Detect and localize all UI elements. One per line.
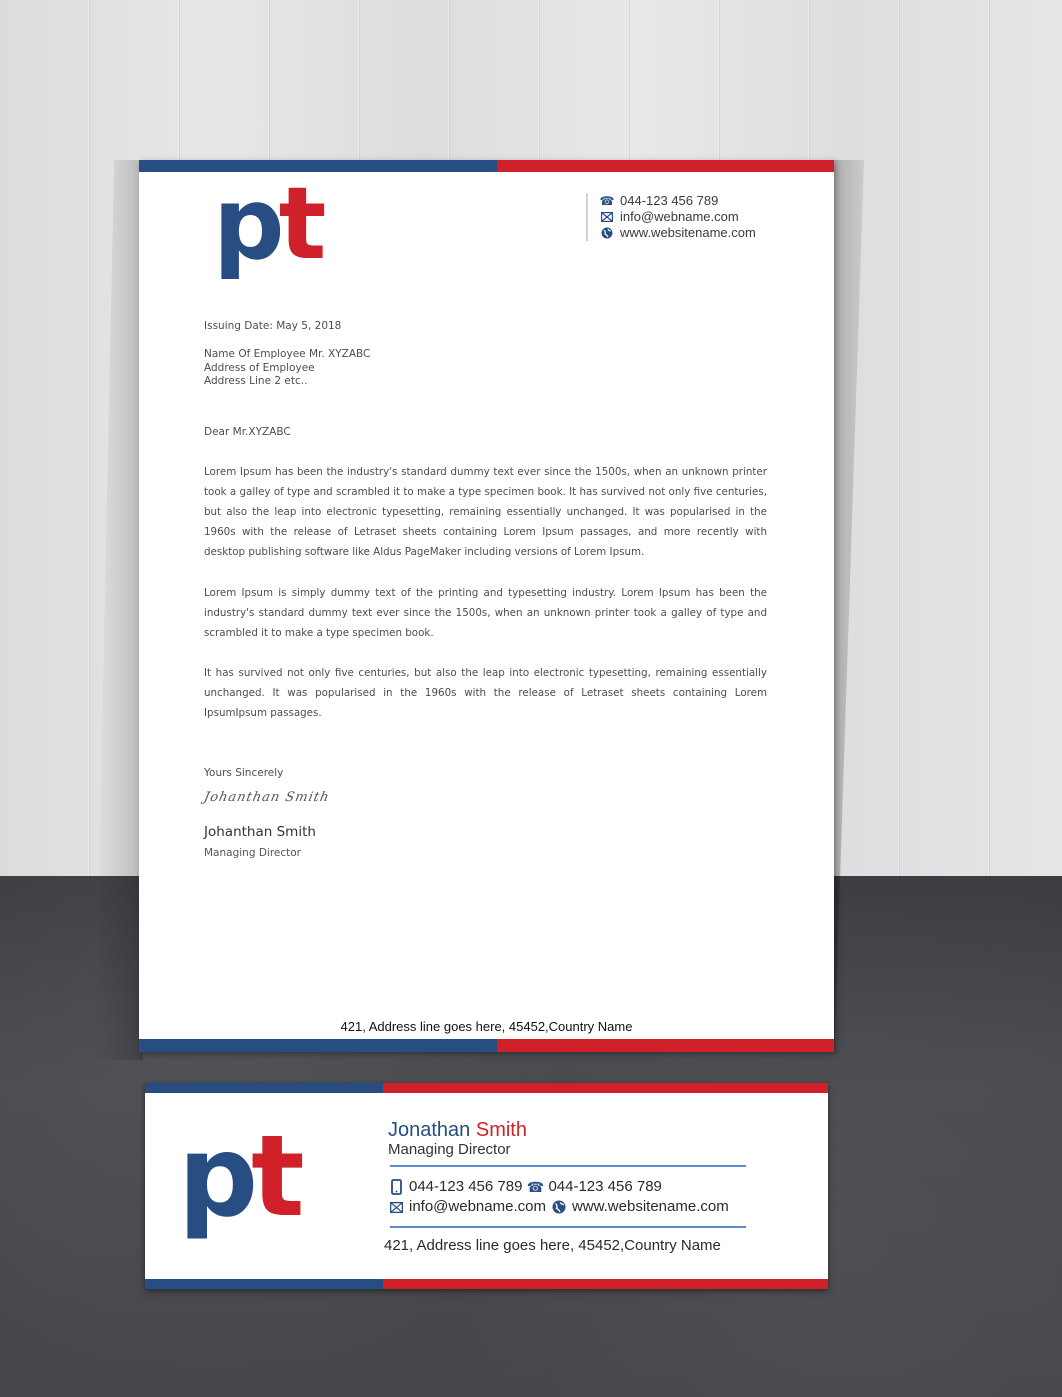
contact-website[interactable]: www.websitename.com: [620, 225, 756, 240]
recipient-address-line-1: Address of Employee: [204, 361, 315, 374]
logo-letter-t: t: [251, 1112, 298, 1242]
globe-icon: [551, 1199, 567, 1215]
card-logo: [178, 1112, 298, 1242]
card-name: [388, 1119, 746, 1141]
recipient-address: [204, 348, 370, 389]
card-phone-line: [388, 1177, 746, 1197]
bottom-bar-blue-segment: [139, 1039, 497, 1052]
recipient-address-line-2: Address Line 2 etc..: [204, 375, 308, 387]
bottom-bar-red-segment: [497, 1039, 834, 1052]
letterhead-bottom-bar: [139, 1039, 834, 1052]
card-top-bar-red-segment: [383, 1083, 828, 1093]
card-divider: [390, 1165, 746, 1167]
card-role: Managing Director: [388, 1141, 511, 1158]
card-last-name: Smith: [475, 1119, 527, 1141]
contact-phone-row: [600, 193, 756, 209]
card-address: 421, Address line goes here, 45452,Country Name: [384, 1237, 721, 1254]
signer-name: Johanthan Smith: [204, 824, 316, 840]
card-info: [384, 1119, 746, 1254]
card-web-line: [388, 1197, 746, 1217]
letterhead-logo: [213, 165, 321, 282]
logo-letter-p: p: [213, 165, 279, 282]
body-paragraph: It has survived not only five centuries, but also the leap into electronic typesetting, remaining essentially unchanged. It was popularised in the 1960s with the release of Letraset sheets containing Lorem IpsumIpsum passages.: [204, 667, 767, 719]
signer-title: Managing Director: [204, 847, 302, 859]
contact-phone: 044-123 456 789: [620, 193, 719, 208]
letterhead-page: [139, 160, 834, 1052]
envelope-icon: [600, 211, 614, 223]
handwritten-signature: Johanthan Smith: [202, 790, 331, 805]
contact-email-row: [600, 209, 756, 225]
closing: Yours Sincerely: [204, 767, 284, 779]
recipient-name: Name Of Employee Mr. XYZABC: [204, 348, 371, 360]
logo-letter-t: t: [278, 165, 321, 282]
card-first-name: Jonathan: [388, 1119, 471, 1141]
telephone-icon: ☎: [526, 1179, 545, 1195]
card-phone: 044-123 456 789: [548, 1178, 662, 1195]
card-mobile: 044-123 456 789: [409, 1178, 523, 1195]
letterhead-contact-block: [586, 193, 756, 241]
card-email[interactable]: info@webname.com: [409, 1198, 546, 1215]
top-bar-red-segment: [497, 160, 834, 172]
card-contact-lines: [388, 1177, 746, 1217]
greeting: Dear Mr.XYZABC: [204, 426, 291, 438]
card-website[interactable]: www.websitename.com: [571, 1198, 729, 1215]
card-top-bar-blue-segment: [145, 1083, 383, 1093]
business-card: [145, 1083, 828, 1289]
card-bottom-bar-red-segment: [383, 1279, 828, 1289]
envelope-icon: [388, 1199, 404, 1215]
contact-website-row: [600, 225, 756, 241]
telephone-icon: ☎: [599, 194, 615, 208]
globe-icon: [600, 227, 614, 239]
mobile-phone-icon: [388, 1179, 404, 1195]
contact-email[interactable]: info@webname.com: [620, 209, 739, 224]
issuing-date: Issuing Date: May 5, 2018: [204, 320, 342, 332]
letterhead-footer-address: 421, Address line goes here, 45452,Country Name: [340, 1019, 633, 1034]
card-bottom-bar: [145, 1279, 828, 1289]
card-divider: [390, 1226, 746, 1228]
card-top-bar: [145, 1083, 828, 1093]
logo-letter-p: p: [178, 1112, 252, 1242]
body-paragraph: Lorem Ipsum has been the industry's standard dummy text ever since the 1500s, when an unknown printer took a galley of type and scrambled it to make a type specimen book. It has survived not only five centuries, but also the leap into electronic typesetting, remaining essentially unchanged. It was popularised in the 1960s with the release of Letraset sheets containing Lorem Ipsum passages, and more recently with desktop publishing software like Aldus PageMaker including versions of Lorem Ipsum.: [204, 466, 767, 558]
body-paragraph: Lorem Ipsum is simply dummy text of the printing and typesetting industry. Lorem Ipsum has been the industry's standard dummy text ever since the 1500s, when an unknown printer took a galley of type and scrambled it to make a type specimen book.: [204, 587, 767, 639]
card-bottom-bar-blue-segment: [145, 1279, 383, 1289]
